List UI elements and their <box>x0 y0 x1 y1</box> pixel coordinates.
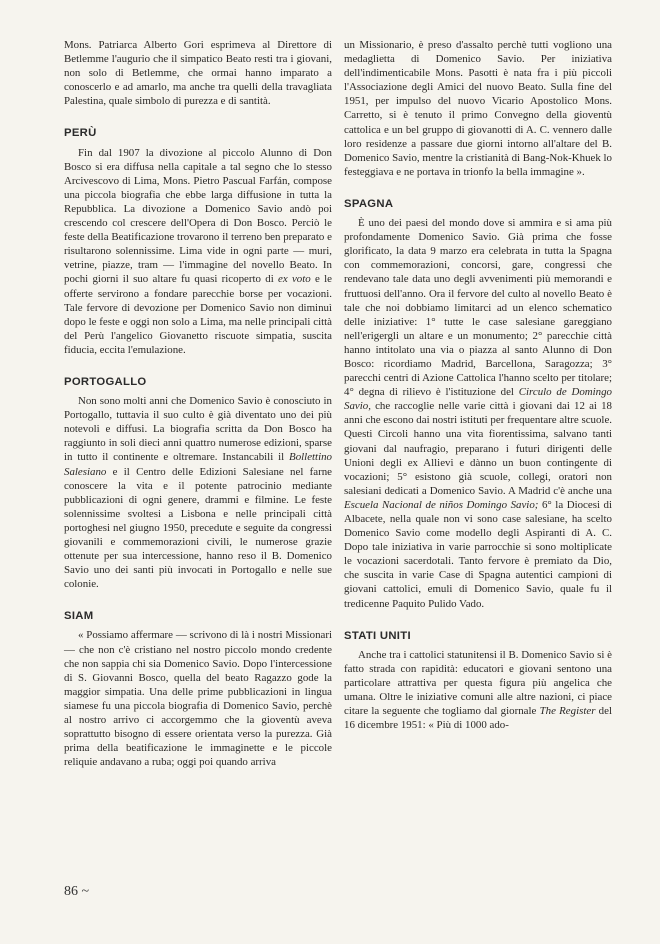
peru-text-a: Fin dal 1907 la divozione al piccolo Alunno di Don Bosco si era diffusa nella capitale a tal segno che lo stesso Arcivescovo di Lima, Mons. Pietro Pascual Farfán, compose una piccola biografia che ebbe larga diffusione in tutta la Repubblica. La divozione a Domenico Savio andò poi crescendo col crescere dell'Opera di Don Bosco. Perciò le feste della Beatificazione trovarono il terreno ben preparato e risultarono solennissime. Lima vide in ogni parte — muri, vetrine, piazze, tram — l'immagine del novello Beato. In pochi giorni il suo altare fu quasi ricoperto di <box>64 146 332 286</box>
peru-text-b: e le offerte servirono a fondare parecchie borse per vocazioni. Tale fervore di devozione per Domenico Savio non diminuì dopo le feste e oggi non solo a Lima, ma nelle principali città del Perù l'angelico Giovanetto riscuote simpatia, suscita fiducia, eccita l'emulazione. <box>64 273 333 356</box>
spagna-text-a: È uno dei paesi del mondo dove si ammira e si ama più profondamente Domenico Savio. Già prima che fosse glorificato, la data 9 marzo era celebrata in tutta la Spagna con commemorazioni, concorsi, gare, congressi che rendevano tale data uno degli avvenimenti più memorandi e fruttuosi dell'anno. Ora il fervore del culto al novello Beato è tale che noi dobbiamo limitarci ad un elenco schematico delle iniziative: 1° tutte le case salesiane gareggiano nell'erigergli un altare e un monumento; 2° parecchie città hanno intitolato una via o piazza al santo Alunno di Don Bosco: ricordiamo Madrid, Barcellona, Saragozza; 3° parecchi centri di Azione Cattolica l'hanno scelto per titolare; 4° degna di rilievo è l'istituzione del <box>344 217 612 399</box>
spagna-paragraph <box>344 216 612 611</box>
stati-uniti-paragraph <box>344 648 612 733</box>
heading-siam: SIAM <box>64 610 94 623</box>
peru-italic: ex voto <box>278 273 311 286</box>
heading-peru: PERÙ <box>64 127 97 140</box>
stati-uniti-text-b: del 16 dicembre 1951: « Più di 1000 ado- <box>344 705 612 732</box>
heading-spagna: SPAGNA <box>344 197 394 210</box>
portogallo-text-a: Non sono molti anni che Domenico Savio è conosciuto in Portogallo, tuttavia il suo culto è già diventato uno dei più notevoli e diffusi. La biografia scritta da Don Bosco ha raggiunto in soli dieci anni quattro numerose edizioni, sparse in tutto il continente e oltremare. Instancabili il <box>64 395 332 464</box>
heading-portogallo: PORTOGALLO <box>64 375 147 388</box>
peru-paragraph <box>64 146 332 357</box>
left-column <box>64 38 332 769</box>
right-column <box>344 38 612 732</box>
portogallo-italic: Bollettino Salesiano <box>64 451 332 478</box>
spagna-text-b: che raccoglie nelle varie città i giovani dai 12 ai 18 anni che escono dai nostri istituti per frequentare altre scuole. Questi Circoli hanno una vita fiorentissima, salvano tanti giovani dal naufragio, preparano i futuri dirigenti delle Unioni degli ex Allievi e dànno un buon contingente di vocazioni; 5° esistono già scuole, collegi, oratori non salesiani dedicati a Domenico Savio. A Madrid c'è anche una <box>344 400 612 497</box>
spagna-italic-1: Circulo de Domingo Savio, <box>344 386 613 413</box>
stati-uniti-italic: The Register <box>539 705 596 718</box>
siam-continuation-paragraph: un Missionario, è preso d'assalto perchè tutti vogliono una medaglietta di Domenico Savio. Per iniziativa dell'indimenticabile Mons. Pasotti è nata fra i più piccoli l'Associazione degli Amici del nuovo Beato. Sulla fine del 1951, per impulso del nuovo Vicario Apostolico Mons. Carretto, si è tenuto il primo Convegno della gioventù cattolica e un bel gruppo di giovanotti di A. C. vennero dalle loro residenze a passare due giorni intorno all'altare del B. Domenico Savio, mentre la cristianità di Bang-Nok-Khuek lo festeggiava e ne portava in trionfo la bella immagine ». <box>344 39 612 178</box>
portogallo-text-b: e il Centro delle Edizioni Salesiane nel farne conoscere la vita e il potente patrocinio mediante pubblicazioni di ogni genere, drammi e filmine. Le feste solennissime svoltesi a Lisbona e nelle principali città portoghesi nel giugno 1950, precedute e seguite da congressi giovanili e commemorazioni civili, le numerose grazie ottenute per sua intercessione, hanno reso il B. Domenico Savio uno dei santi più invocati in Portogallo e nelle sue colonie. <box>64 465 332 591</box>
spagna-italic-2: Escuela Nacional de niños Domingo Savio; <box>344 498 539 511</box>
intro-paragraph: Mons. Patriarca Alberto Gori esprimeva al Direttore di Betlemme l'augurio che il simpatico Beato resti tra i giovani, non solo di Betlemme, che ormai hanno imparato a conoscerlo e ad amarlo, ma anche tra quelli della travagliata Palestina, quale simbolo di purezza e di santità. <box>64 39 332 108</box>
stati-uniti-text-a: Anche tra i cattolici statunitensi il B. Domenico Savio si è fatto strada con rapidità: educatori e giovani sentono una particolare attrattiva per questa figura più angelica che umana. Oltre le iniziative comuni alle altre nazioni, ci piace citare la seguente che togliamo dal giornale <box>344 648 612 718</box>
portogallo-paragraph <box>64 394 332 591</box>
heading-stati-uniti: STATI UNITI <box>344 629 411 642</box>
siam-paragraph: « Possiamo affermare — scrivono di là i nostri Missionari — che non c'è cristiano nel nostro piccolo mondo credente che non sappia chi sia Domenico Savio. Dopo l'intercessione di S. Giovanni Bosco, quella del beato Ragazzo gode la maggior simpatia. Una delle prime pubblicazioni in lingua siamese fu una piccola biografia di Domenico Savio, perchè al nostro arrivo ci accorgemmo che la gioventù aveva soprattutto bisogno di essere orientata verso la purezza. Già prima della beatificazione le immaginette e le piccole reliquie andavano a ruba; oggi poi quando arriva <box>64 629 332 769</box>
page-number: 86 ~ <box>64 884 90 899</box>
spagna-text-c: 6° la Diocesi di Albacete, nella quale non vi sono case salesiane, ha scelto Domenico Savio come modello degli Aspiranti di A. C. Dopo tale iniziativa in varie parrocchie si sono moltiplicate le vocazioni sacerdotali. Tanto fervore è premiato da Dio, che suscita in varie Case di Spagna autentici campioni di giovani cattolici, emuli di Domenico Savio, quale fu il tredicenne Paquito Pulido Vado. <box>344 498 612 610</box>
